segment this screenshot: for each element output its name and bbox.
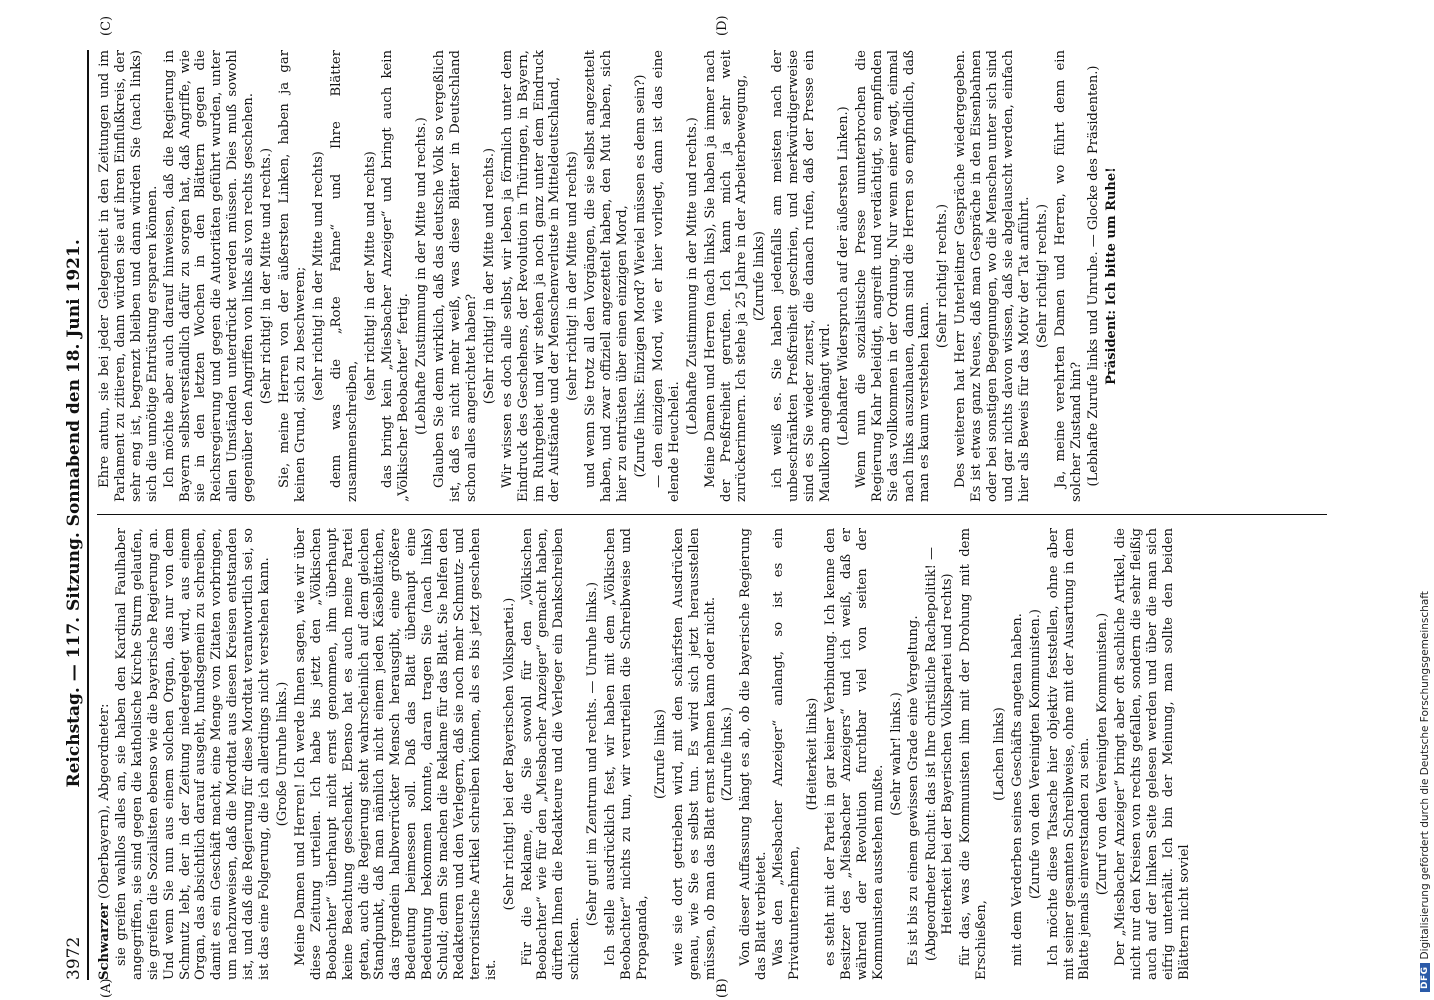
speaker-name: Schwarzer bbox=[97, 903, 112, 980]
president-remark bbox=[1104, 50, 1120, 502]
interjection-note: (Sehr richtig! in der Mitte und rechts.) bbox=[481, 147, 497, 405]
speech-paragraph: ich weiß es. Sie haben jedenfalls am meisten nach der unbeschränkten Preßfreiheit geschrien, und merkwürdigerweise sind es Sie wieder zuerst, die danach rufen, daß der Presse ein Maulkorb angehängt wird. bbox=[770, 50, 833, 502]
speech-paragraph: wie sie dort getrieben wird, mit den schärfsten Ausdrücken genau, wie Sie es selbst tun. Es wird sich jetzt herausstellen müssen, ob man das Blatt ernst nehmen kann oder nicht. bbox=[670, 528, 718, 980]
interjection-note: (sehr richtig! in der Mitte und rechts) bbox=[310, 151, 326, 401]
page-number: 3972 bbox=[64, 936, 84, 980]
interjection-note: (Sehr wahr! links.) bbox=[888, 692, 904, 816]
interjection-note: (Sehr richtig! rechts.) bbox=[1034, 203, 1050, 349]
interjection-note: (Zurufe links) bbox=[652, 709, 668, 800]
interjection-note: (Sehr richtig! bei der Bayerischen Volkspartei.) bbox=[501, 597, 517, 911]
speech-paragraph: Ich möchte aber auch darauf hinweisen, daß die Regierung in Bayern selbstverständlich dafür zu sorgen hat, daß Angriffe, wie sie in den letzten Wochen in den Blättern gegen die Reichsregierung und gegen die Autoritäten geführt wurden, unter allen Umständen unterdrückt werden müssen. Dies muß sowohl gegenüber den Angriffen von links als von rechts geschehen. bbox=[161, 50, 257, 502]
interjection-note: (Heiterkeit links) bbox=[804, 697, 820, 811]
interjection-note: (Lebhafter Widerspruch auf der äußersten Linken.) bbox=[835, 106, 851, 446]
interjection-note: (Zuruf von den Vereinigten Kommunisten.) bbox=[1095, 612, 1111, 896]
interjection-note: (Lebhafte Zustimmung in der Mitte und rechts.) bbox=[414, 117, 430, 435]
speech-paragraph: Des weiteren hat Herr Unterleitner Gespräche wiedergegeben. Es ist etwas ganz Neues, daß man Gespräche in den Eisenbahnen oder bei sonstigen Begegnungen, wo die Menschen unter sich sind und gar nichts davon wissen, daß sie abgelauscht werden, einfach hier als Beweis für das Motiv der Tat anführt. bbox=[953, 50, 1032, 502]
margin-mark-a: (A) bbox=[99, 978, 114, 998]
interjection-note: (Sehr richtig! in der Mitte und rechts.) bbox=[259, 147, 275, 405]
margin-mark-d: (D) bbox=[715, 15, 730, 36]
left-text-column bbox=[97, 528, 1327, 980]
page-content bbox=[55, 15, 1355, 998]
speech-paragraph: denn was die „Rote Fahne“ und Ihre Blätter zusammenschreiben, bbox=[328, 50, 360, 502]
speech-paragraph: Ja, meine verehrten Damen und Herren, wo führt denn ein solcher Zustand hin? bbox=[1052, 50, 1084, 502]
interjection-note: (Zurufe links: Einzigen Mord? Wieviel müssen es denn sein?) bbox=[633, 74, 648, 478]
digitization-credit bbox=[1418, 8, 1432, 992]
speech-paragraph: Es ist bis zu einem gewissen Grade eine Vergeltung. bbox=[906, 615, 922, 966]
interjection-note: (Lebhafte Zurufe links und Unruhe. — Glocke des Präsidenten.) bbox=[1086, 65, 1102, 487]
speech-paragraph: Meine Damen und Herren (nach links), Sie haben ja immer nach der Preßfreiheit gerufen. Ich kann mich ja sehr weit zurückerinnern. Ich stehe ja 25 Jahre in der Arbeiterbewegung, bbox=[702, 50, 750, 502]
speech-paragraph: für das, was die Kommunisten ihm mit der Drohung mit dem Erschießen, bbox=[958, 528, 990, 980]
speech-paragraph: Was den „Miesbacher Anzeiger“ anlangt, so ist es ein Privatunternehmen, bbox=[771, 528, 803, 980]
speech-paragraph: Ehre antun, sie bei jeder Gelegenheit in den Zeitungen und im Parlament zu zitieren, dann würden sie auf ihren Einflußkreis, der sehr eng ist, begrenzt bleiben und dann würden Sie (nach links) sich die unnötige Entrüstung ersparen können. bbox=[97, 50, 160, 502]
speech-paragraph: Ich stelle ausdrücklich fest, wir haben mit dem „Völkischen Beobachter“ nichts zu tun, wir verurteilen die Schreibweise und Propaganda, bbox=[603, 528, 650, 980]
speech-paragraph: mit dem Verderben seines Geschäfts angetan haben. bbox=[1009, 613, 1025, 966]
dfg-logo: DFG bbox=[1420, 963, 1430, 992]
speaker-line bbox=[97, 528, 113, 980]
speech-paragraph: Wenn nun die sozialistische Presse ununterbrochen die Regierung Kahr beleidigt, angreift und verdächtigt, so empfinden Sie das vollkommen in der Ordnung. Nur wenn einer wagt, einmal nach links auszuhauen, dann sind die Herren so empfindlich, daß man es kaum verstehen kann. bbox=[853, 50, 933, 502]
column-divider bbox=[97, 514, 1327, 515]
interjection-note: (Zurufe links.) bbox=[720, 706, 736, 802]
speech-paragraph: und wenn Sie trotz all den Vorgängen, die sie selbst angezettelt haben, und zwar offiziell angezettelt haben, den Mut haben, sich hier zu entrüsten über einen einzigen Mord, bbox=[583, 50, 631, 502]
speech-paragraph: es steht mit der Partei in gar keiner Verbindung. Ich kenne den Besitzer des „Miesbacher Anzeigers“ und ich weiß, daß er während der Revolution furchtbar viel von seiten der Kommunisten ausstehen mußte. bbox=[822, 528, 886, 980]
speech-paragraph: Meine Damen und Herren! Ich werde Ihnen sagen, wie wir über diese Zeitung urteilen. Ich habe bis jetzt den „Völkischen Beobachter“ überhaupt nicht ernst genommen, ihm überhaupt keine Beachtung geschenkt. Ebenso hat es auch meine Partei getan, auch die Regierung steht wahrscheinlich auf dem gleichen Standpunkt, daß man nämlich nicht einem jeden Käseblättchen, das irgendein halbverrückter Mensch herausgibt, eine größere Bedeutung beimessen soll. Daß das Blatt überhaupt eine Bedeutung bekommen konnte, daran tragen Sie (nach links) Schuld; denn Sie machen die Reklame für das Blatt. Sie helfen den Redakteuren und den Verlegern, daß sie noch mehr Schmutz- und terroristische Artikel schreiben können, als es bis jetzt geschehen ist. bbox=[292, 528, 499, 980]
interjection-note: (Lachen links) bbox=[991, 707, 1007, 801]
interjection-note: (Große Unruhe links.) bbox=[274, 681, 290, 827]
speech-paragraph: Von dieser Auffassung hängt es ab, ob die bayerische Regierung das Blatt verbietet. bbox=[738, 528, 770, 980]
speech-paragraph: Wir wissen es doch alle selbst, wir leben ja förmlich unter dem Eindruck des Geschehens, der Revolution in Thüringen, in Bayern, im Ruhrgebiet und wir stehen ja noch ganz unter dem Eindruck der Aufstände und der Menschenverluste in Mitteldeutschland, bbox=[499, 50, 563, 502]
interjection-note: (sehr richtig! in der Mitte und rechts) bbox=[565, 151, 581, 401]
margin-mark-c: (C) bbox=[99, 15, 114, 36]
interjection-note: (sehr richtig! in der Mitte und rechts) bbox=[362, 151, 378, 401]
president-remark-text: Präsident: Ich bitte um Ruhe! bbox=[1104, 167, 1120, 385]
speech-paragraph: — den einzigen Mord, wie er hier vorliegt, dann ist das eine elende Heuchelei. bbox=[650, 50, 682, 502]
speech-paragraph: Ich möchte diese Tatsache hier objektiv feststellen, ohne aber mit seiner gesamten Schreibweise, ohne mit der Ausartung in dem Blatte jemals einverstanden zu sein. bbox=[1045, 528, 1093, 980]
speech-paragraph: Sie, meine Herren von der äußersten Linken, haben ja gar keinen Grund, sich zu beschweren; bbox=[276, 50, 308, 502]
speech-paragraph: Glauben Sie denn wirklich, daß das deutsche Volk so vergeßlich ist, daß es nicht mehr weiß, was diese Blätter in Deutschland schon alles angerichtet haben? bbox=[432, 50, 479, 502]
speech-paragraph: Für die Reklame, die Sie sowohl für den „Völkischen Beobachter“ wie für den „Miesbacher Anzeiger“ gemacht haben, dürften Ihnen die Redakteure und die Verleger ein Dankschreiben schicken. bbox=[519, 528, 583, 980]
speech-paragraph: sie greifen wahllos alles an, sie haben den Kardinal Faulhaber angegriffen, sie sind gegen die katholische Kirche Sturm gelaufen, sie greifen die Sozialisten ebenso wie die bayerische Regierung an. Und wenn Sie nun aus einem solchen Organ, das nur von dem Schmutz lebt, der in der Zeitung niedergelegt wird, aus einem Organ, das absichtlich darauf ausgeht, hundsgemein zu schreiben, damit es ein Geschäft macht, eine Menge von Zitaten vorbringen, um nachzuweisen, daß die Mordtat aus diesen Kreisen entstanden ist, und daß die Regierung für diese Mordtat verantwortlich sei, so ist das eine Folgerung, die ich allerdings nicht verstehen kann. bbox=[113, 528, 273, 980]
interjection-note: (Abgeordneter Ruchut: das ist Ihre christliche Rachepolitik! — Heiterkeit bei der Bayerischen Volkspartei und rechts) bbox=[924, 547, 956, 962]
page-title: Reichstag. — 117. Sitzung. Sonnabend den 18. Juni 1921. bbox=[64, 239, 84, 788]
interjection-note: (Sehr richtig! rechts.) bbox=[935, 203, 951, 349]
interjection-note: (Zurufe von den Vereinigten Kommunisten.) bbox=[1027, 608, 1043, 900]
speaker-affiliation: (Oberbayern), Abgeordneter: bbox=[97, 703, 112, 904]
speech-paragraph: das bringt kein „Miesbacher Anzeiger“ und bringt auch kein „Völkischer Beobachter“ fertig. bbox=[380, 50, 412, 502]
interjection-note: (Lebhafte Zustimmung in der Mitte und rechts.) bbox=[684, 117, 700, 435]
interjection-note: (Sehr gut! im Zentrum und rechts. — Unruhe links.) bbox=[585, 581, 601, 927]
speech-paragraph: Der „Miesbacher Anzeiger“ bringt aber oft sachliche Artikel, die nicht nur den Kreisen von rechts gefallen, sondern die sehr fleißig auch auf der linken Seite gelesen werden und über die man sich eifrig unterhält. Ich bin der Meinung, man sollte den beiden Blättern nicht soviel bbox=[1113, 528, 1192, 980]
right-text-column bbox=[97, 50, 1327, 502]
credit-text: Digitalisierung gefördert durch die Deutsche Forschungsgemeinschaft bbox=[1419, 591, 1431, 960]
page-header bbox=[55, 50, 89, 980]
margin-mark-b: (B) bbox=[715, 978, 730, 998]
interjection-note: (Zurufe links) bbox=[752, 231, 768, 322]
